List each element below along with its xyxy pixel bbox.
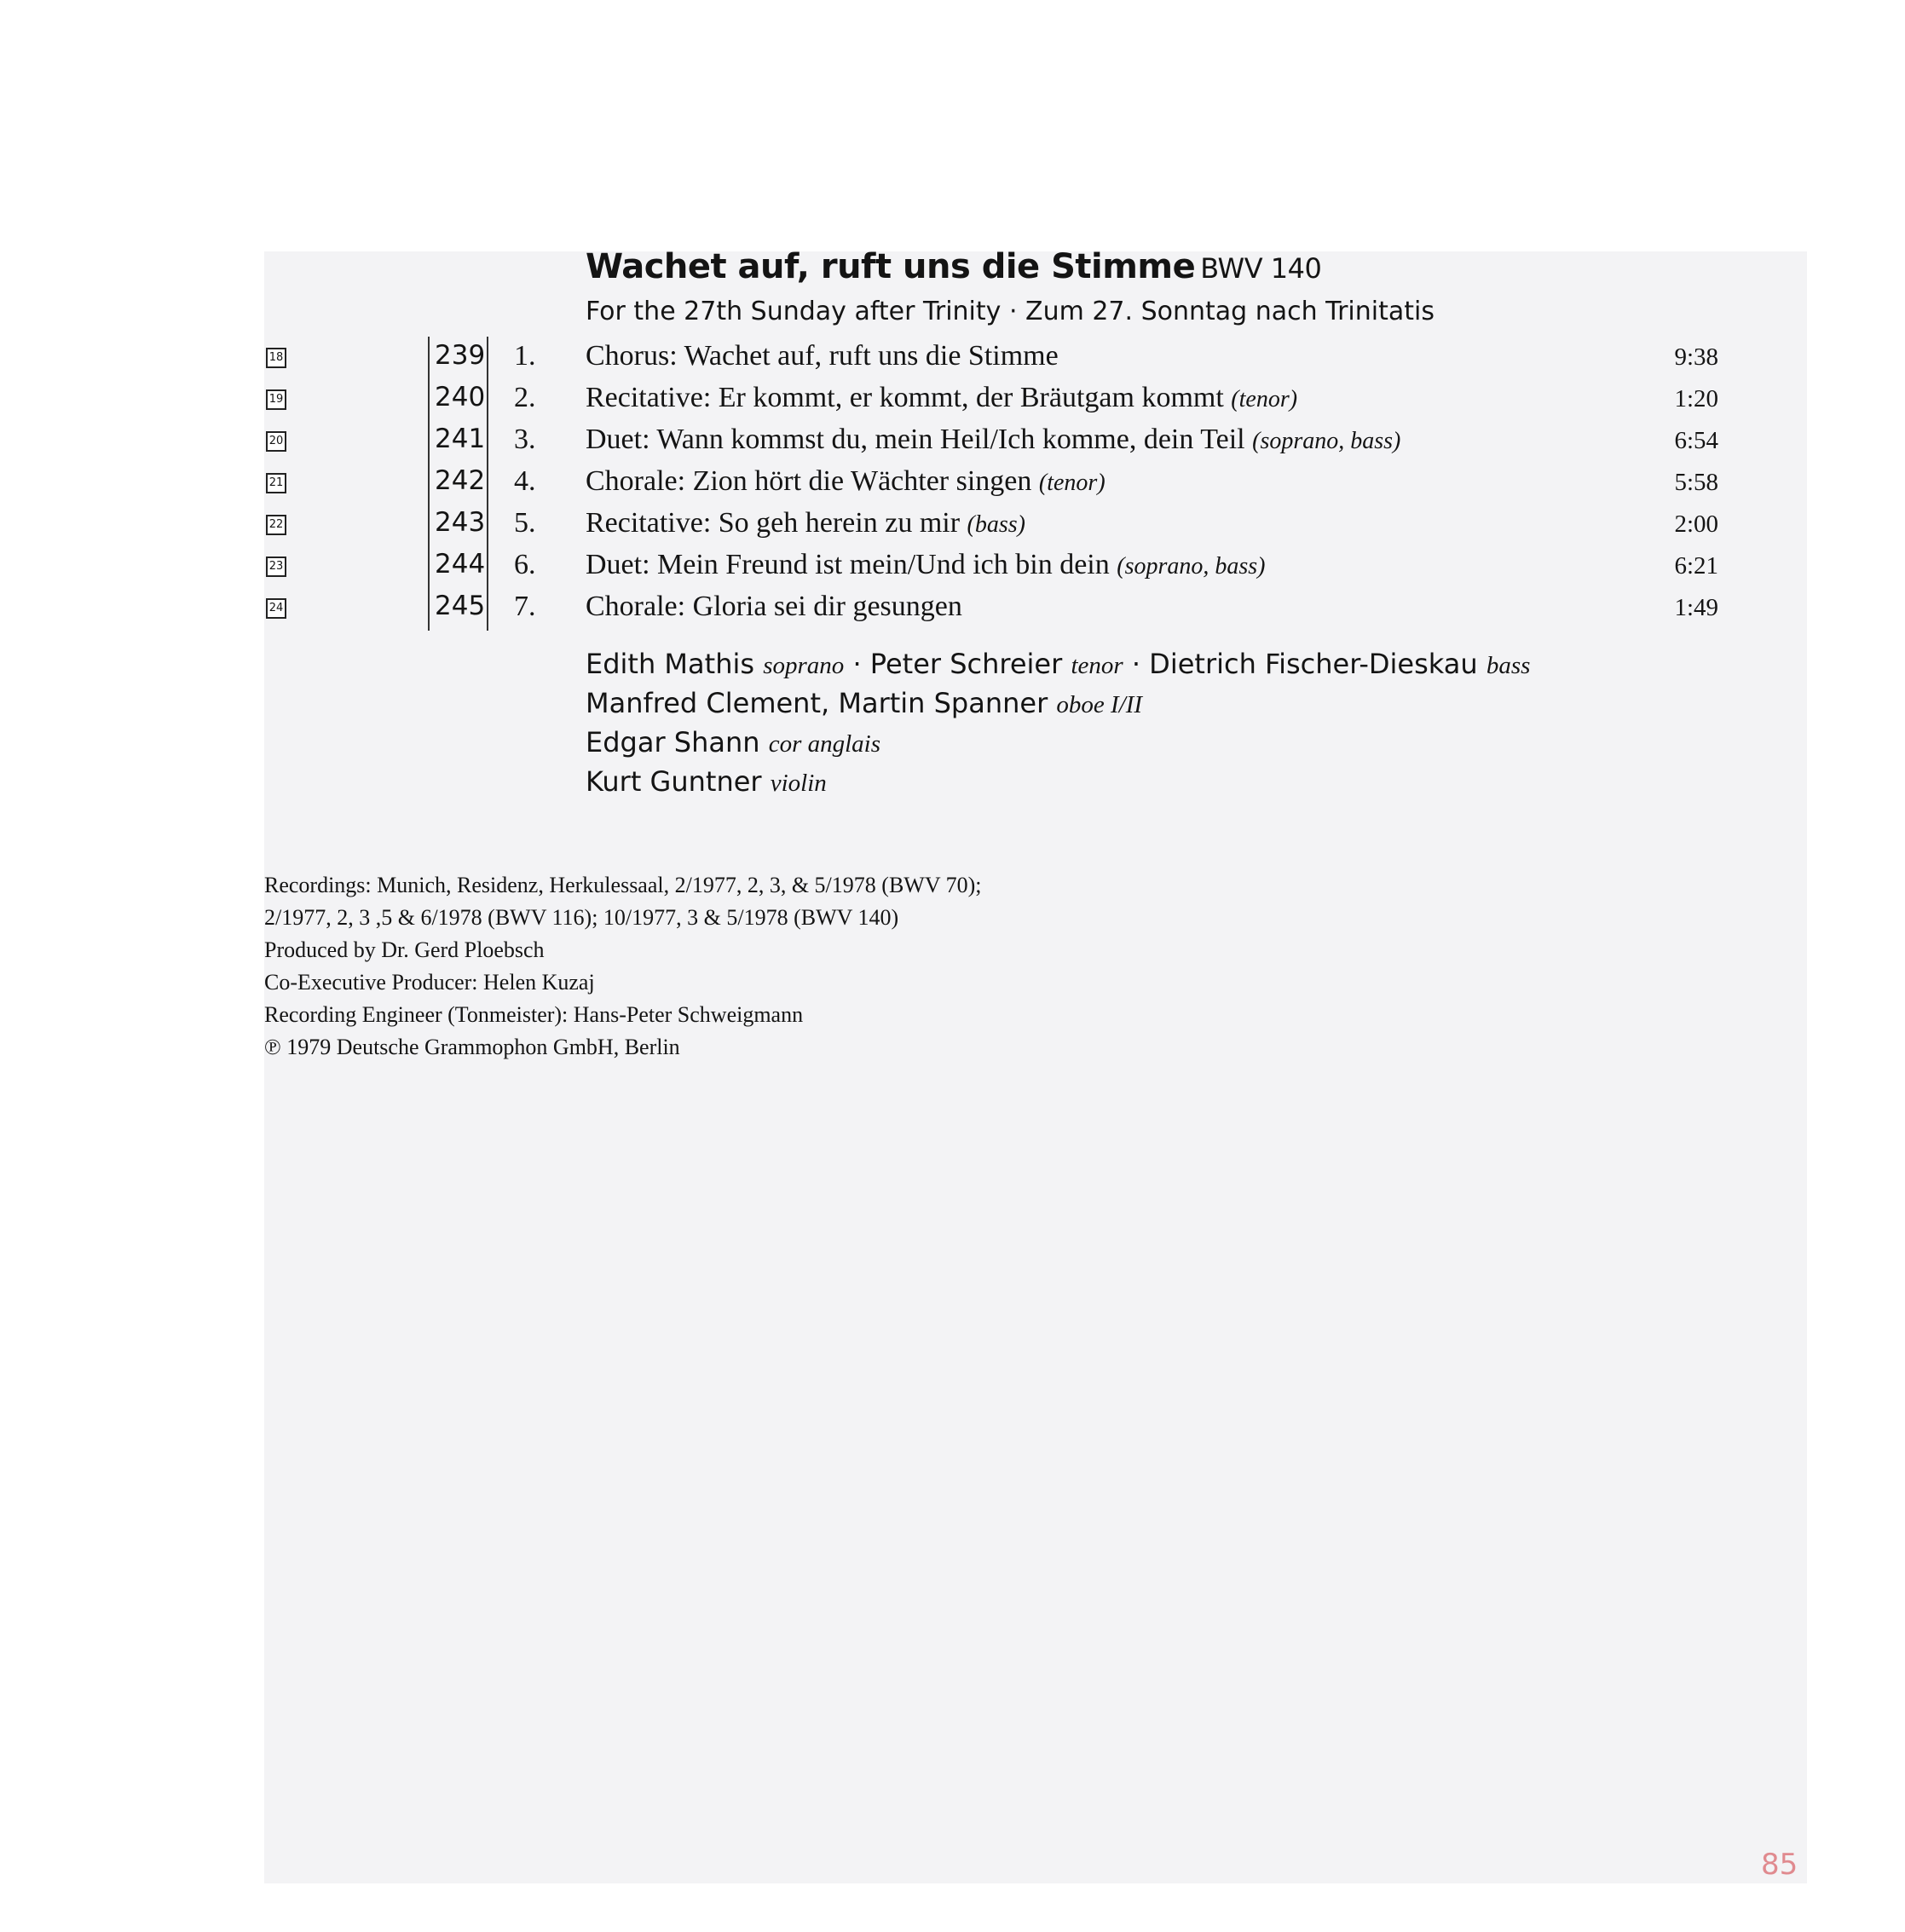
performer-name: Manfred Clement, Martin Spanner (586, 687, 1048, 719)
track-duration: 1:20 (1674, 385, 1718, 412)
track-row (0, 422, 1905, 464)
track-voices: (soprano, bass) (1117, 553, 1266, 580)
track-title (586, 465, 1105, 498)
performer-line (586, 648, 1530, 687)
track-row (0, 589, 1905, 631)
movement-number: 2. (514, 382, 536, 413)
credit-line: Recording Engineer (Tonmeister): Hans-Peter Schweigmann (264, 1002, 804, 1027)
performer-role: tenor (1071, 652, 1123, 679)
page-number: 85 (1761, 1848, 1798, 1882)
movement-number: 5. (514, 507, 536, 539)
cd-track-box: 19 (266, 389, 286, 410)
performers-list (586, 648, 1530, 805)
performer-name: Peter Schreier (869, 648, 1063, 680)
track-duration: 9:38 (1674, 343, 1718, 371)
credit-line: Co-Executive Producer: Helen Kuzaj (264, 970, 595, 995)
track-title-text: Chorus: Wachet auf, ruft uns die Stimme (586, 340, 1059, 372)
movement-number: 6. (514, 549, 536, 580)
credit-line: ℗ 1979 Deutsche Grammophon GmbH, Berlin (264, 1035, 680, 1059)
movement-number: 4. (514, 465, 536, 497)
track-voices: (soprano, bass) (1252, 428, 1401, 454)
performer-role: cor anglais (768, 730, 881, 758)
track-title (586, 424, 1400, 456)
track-title-text: Recitative: Er kommt, er kommt, der Bräutgam kommt (586, 382, 1224, 413)
cd-track-box: 23 (266, 557, 286, 577)
recording-credits (264, 869, 982, 1064)
track-voices: (tenor) (1038, 470, 1105, 496)
title-text: Wachet auf, ruft uns die Stimme (586, 247, 1196, 286)
performer-name: Kurt Guntner (586, 765, 762, 798)
track-duration: 5:58 (1674, 469, 1718, 496)
performer-name: Edith Mathis (586, 648, 755, 680)
track-number: 243 (435, 507, 486, 538)
track-title (586, 507, 1025, 539)
track-row (0, 338, 1905, 380)
separator: · (1123, 648, 1150, 680)
cd-track-box: 18 (266, 348, 286, 368)
performer-line (586, 726, 1530, 765)
track-title (586, 591, 962, 623)
cd-track-box: 21 (266, 473, 286, 493)
track-number: 244 (435, 549, 486, 580)
track-row (0, 464, 1905, 505)
performer-role: soprano (763, 652, 845, 679)
performer-role: bass (1486, 652, 1531, 679)
track-title (586, 340, 1059, 372)
track-duration: 1:49 (1674, 594, 1718, 621)
track-title-text: Recitative: So geh herein zu mir (586, 507, 961, 539)
track-number: 245 (435, 591, 486, 621)
track-duration: 6:21 (1674, 552, 1718, 580)
movement-number: 1. (514, 340, 536, 372)
credit-line: 2/1977, 2, 3 ,5 & 6/1978 (BWV 116); 10/1977, 3 & 5/1978 (BWV 140) (264, 905, 899, 930)
movement-number: 7. (514, 591, 536, 622)
track-number: 240 (435, 382, 486, 412)
track-title (586, 382, 1297, 414)
track-title-text: Chorale: Zion hört die Wächter singen (586, 465, 1032, 497)
cd-track-box: 24 (266, 598, 286, 619)
separator: · (844, 648, 870, 680)
track-number: 241 (435, 424, 486, 454)
track-title-text: Chorale: Gloria sei dir gesungen (586, 591, 962, 622)
track-row (0, 505, 1905, 547)
credit-line: Recordings: Munich, Residenz, Herkulessaal, 2/1977, 2, 3, & 5/1978 (BWV 70); (264, 873, 982, 897)
track-title-text: Duet: Wann kommst du, mein Heil/Ich komme, dein Teil (586, 424, 1245, 455)
track-title (586, 549, 1266, 581)
movement-number: 3. (514, 424, 536, 455)
track-duration: 2:00 (1674, 510, 1718, 538)
cantata-subtitle: For the 27th Sunday after Trinity · Zum 27. Sonntag nach Trinitatis (586, 297, 1435, 326)
performer-line (586, 687, 1530, 726)
performer-name: Dietrich Fischer-Dieskau (1149, 648, 1478, 680)
track-duration: 6:54 (1674, 427, 1718, 454)
track-row (0, 547, 1905, 589)
cd-track-box: 22 (266, 515, 286, 535)
performer-name: Edgar Shann (586, 726, 760, 758)
track-voices: (bass) (967, 511, 1025, 538)
track-number: 239 (435, 340, 486, 371)
cantata-title (586, 247, 1321, 286)
cd-track-box: 20 (266, 431, 286, 452)
track-voices: (tenor) (1231, 386, 1298, 412)
performer-role: oboe I/II (1056, 691, 1143, 718)
track-row (0, 380, 1905, 422)
catalog-number: BWV 140 (1200, 252, 1322, 285)
performer-line (586, 765, 1530, 805)
track-number: 242 (435, 465, 486, 496)
performer-role: violin (770, 770, 827, 797)
credit-line: Produced by Dr. Gerd Ploebsch (264, 937, 545, 962)
track-title-text: Duet: Mein Freund ist mein/Und ich bin dein (586, 549, 1110, 580)
